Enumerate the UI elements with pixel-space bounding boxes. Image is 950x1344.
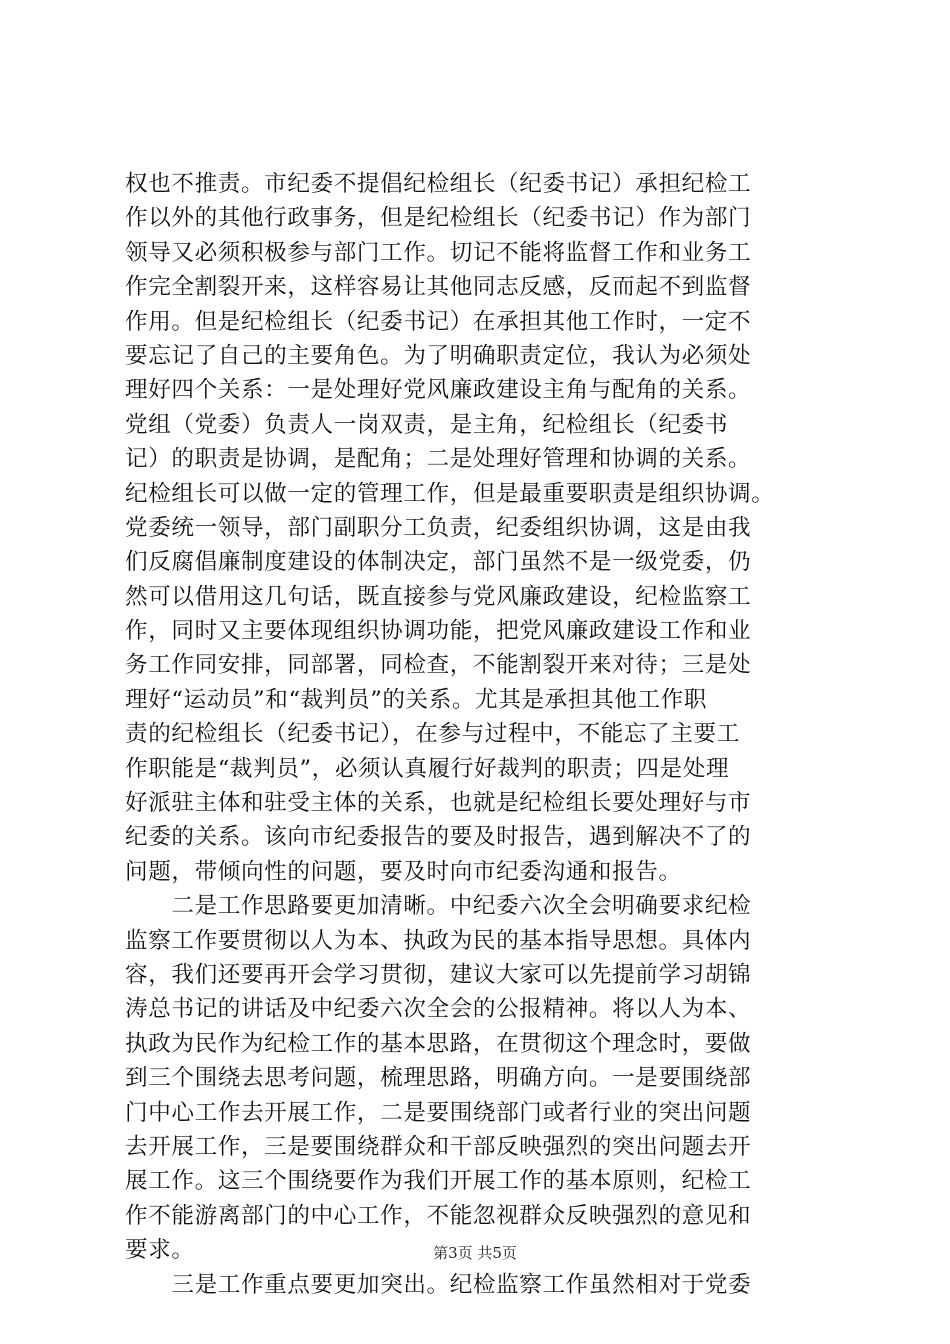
text-line: 二是工作思路要更加清晰。中纪委六次全会明确要求纪检 bbox=[125, 893, 752, 920]
text-line: 纪检组长可以做一定的管理工作，但是最重要职责是组织协调。 bbox=[125, 480, 775, 507]
text-line: 作用。但是纪检组长（纪委书记）在承担其他工作时，一定不 bbox=[125, 308, 752, 335]
text-line: 容，我们还要再开会学习贯彻，建议大家可以先提前学习胡锦 bbox=[125, 961, 752, 988]
text-line: 理好四个关系：一是处理好党风廉政建设主角与配角的关系。 bbox=[125, 377, 752, 404]
text-line: 们反腐倡廉制度建设的体制决定，部门虽然不是一级党委，仍 bbox=[125, 549, 752, 576]
text-line: 理好“运动员”和“裁判员”的关系。尤其是承担其他工作职 bbox=[125, 686, 708, 713]
text-line: 监察工作要贯彻以人为本、执政为民的基本指导思想。具体内 bbox=[125, 927, 752, 954]
text-line: 好派驻主体和驻受主体的关系，也就是纪检组长要处理好与市 bbox=[125, 790, 752, 817]
text-line: 作完全割裂开来，这样容易让其他同志反感，反而起不到监督 bbox=[125, 274, 752, 301]
text-line: 涛总书记的讲话及中纪委六次全会的公报精神。将以人为本、 bbox=[125, 996, 752, 1023]
text-line: 展工作。这三个围绕要作为我们开展工作的基本原则，纪检工 bbox=[125, 1168, 752, 1195]
text-line: 权也不推责。市纪委不提倡纪检组长（纪委书记）承担纪检工 bbox=[125, 171, 752, 197]
text-line: 去开展工作，三是要围绕群众和干部反映强烈的突出问题去开 bbox=[125, 1133, 752, 1160]
text-line: 作，同时又主要体现组织协调功能，把党风廉政建设工作和业 bbox=[125, 618, 752, 645]
text-line: 到三个围绕去思考问题，梳理思路，明确方向。一是要围绕部 bbox=[125, 1065, 752, 1092]
text-line: 作不能游离部门的中心工作，不能忽视群众反映强烈的意见和 bbox=[125, 1202, 752, 1229]
text-line: 责的纪检组长（纪委书记），在参与过程中，不能忘了主要工 bbox=[125, 721, 740, 748]
text-line: 要忘记了自己的主要角色。为了明确职责定位，我认为必须处 bbox=[125, 342, 752, 369]
text-line: 党委统一领导，部门副职分工负责，纪委组织协调，这是由我 bbox=[125, 514, 752, 541]
text-line: 门中心工作去开展工作，二是要围绕部门或者行业的突出问题 bbox=[125, 1099, 752, 1126]
body-text bbox=[125, 167, 845, 1302]
page-number-footer: 第3页 共5页 bbox=[433, 1244, 517, 1262]
text-line: 纪委的关系。该向市纪委报告的要及时报告，遇到解决不了的 bbox=[125, 824, 752, 851]
text-line: 务工作同安排，同部署，同检查，不能割裂开来对待；三是处 bbox=[125, 652, 752, 679]
text-line: 然可以借用这几句话，既直接参与党风廉政建设，纪检监察工 bbox=[125, 583, 752, 610]
text-line: 问题，带倾向性的问题，要及时向市纪委沟通和报告。 bbox=[125, 858, 682, 885]
text-line: 执政为民作为纪检工作的基本思路，在贯彻这个理念时，要做 bbox=[125, 1030, 752, 1057]
text-line: 党组（党委）负责人一岗双责，是主角，纪检组长（纪委书 bbox=[125, 411, 729, 438]
text-line: 领导又必须积极参与部门工作。切记不能将监督工作和业务工 bbox=[125, 239, 752, 266]
text-line: 要求。 bbox=[125, 1237, 195, 1264]
text-line: 作职能是“裁判员”，必须认真履行好裁判的职责；四是处理 bbox=[125, 755, 730, 782]
text-line: 作以外的其他行政事务，但是纪检组长（纪委书记）作为部门 bbox=[125, 205, 752, 232]
text-line: 三是工作重点要更加突出。纪检监察工作虽然相对于党委 bbox=[125, 1271, 752, 1298]
text-line: 记）的职责是协调，是配角；二是处理好管理和协调的关系。 bbox=[125, 446, 752, 473]
